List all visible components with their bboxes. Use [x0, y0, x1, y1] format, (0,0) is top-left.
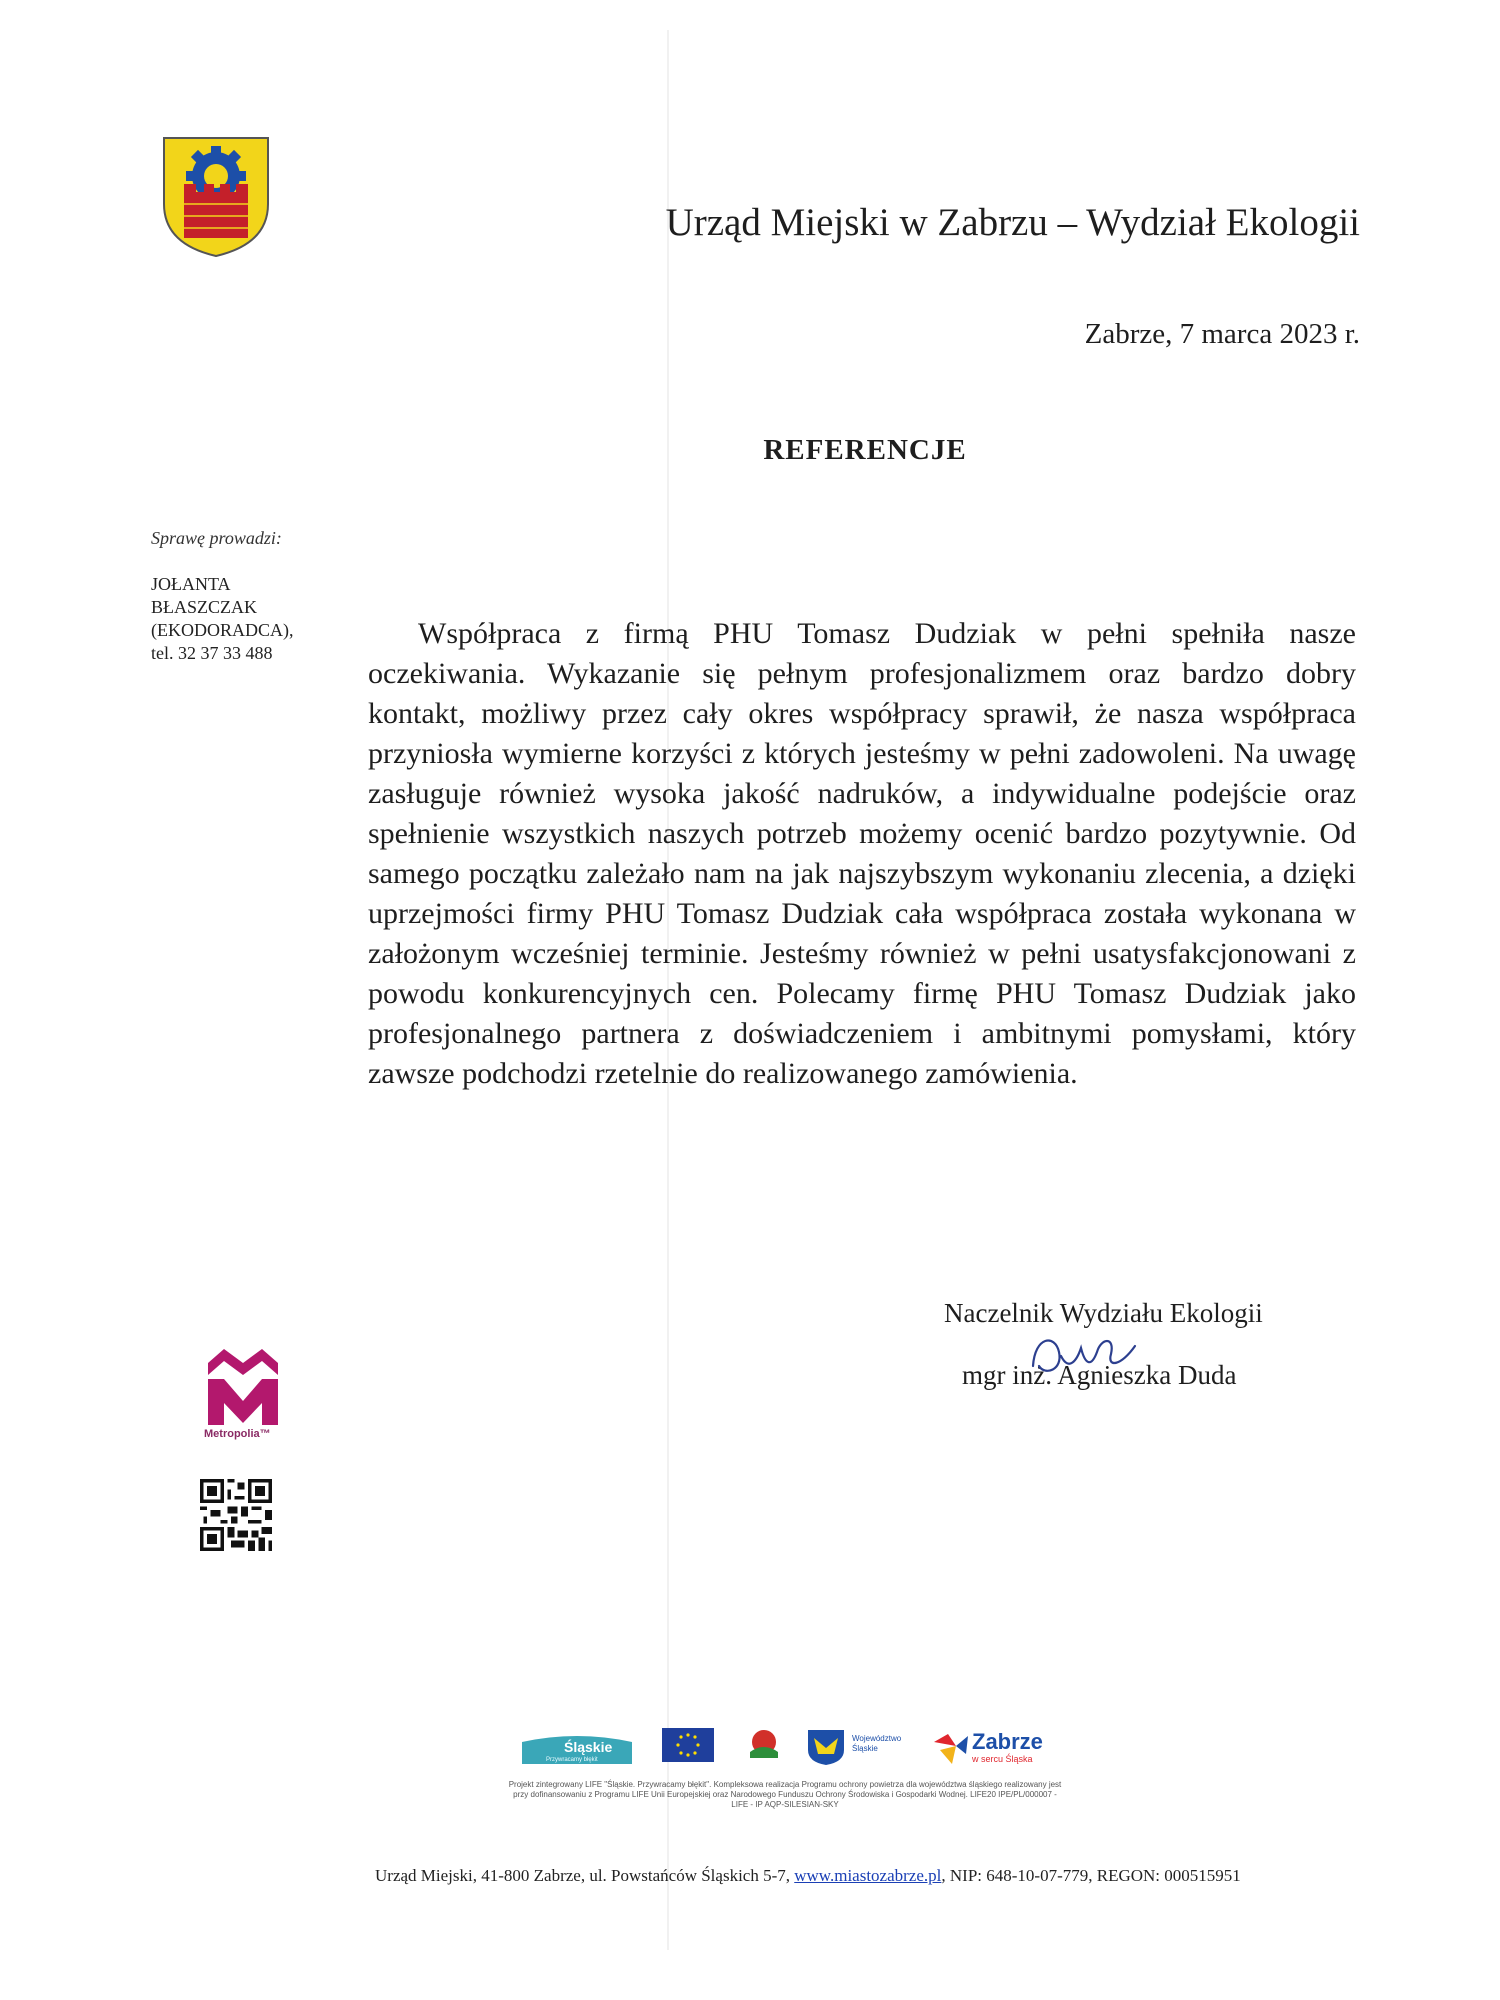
wojewodztwo-label-sub: Śląskie: [852, 1744, 878, 1753]
signatory-role: Naczelnik Wydziału Ekologii: [944, 1298, 1263, 1328]
signatory-name: mgr inż. Agnieszka Duda: [962, 1360, 1237, 1390]
qr-code-icon[interactable]: [200, 1479, 272, 1551]
contact-line: (EKODORADCA),: [151, 620, 294, 640]
eu-flag-icon: [662, 1728, 714, 1762]
contact-line: JOŁANTA: [151, 574, 231, 594]
website-link[interactable]: www.miastozabrze.pl: [794, 1866, 942, 1885]
life-project-note: Projekt zintegrowany LIFE "Śląskie. Przywracamy błękit". Kompleksowa realizacja Programu ochrony powietrza dla województwa śląskiego realizowany jest przy dofinansowaniu z Programu LIFE Unii Europejskiej oraz Narodowego Funduszu Ochrony Środowiska i Gospodarki Wodnej. LIFE20 IPE/PL/000007 - LIFE - IP AQP-SILESIAN-SKY: [508, 1780, 1062, 1809]
zabrze-brand-name: Zabrze: [972, 1729, 1043, 1754]
zabrze-logo-icon: [932, 1728, 970, 1768]
life-logo-icon: [747, 1728, 781, 1766]
handwritten-signature: [1025, 1326, 1145, 1386]
case-handler-contact: [151, 573, 294, 665]
wojewodztwo-label-line: Województwo: [852, 1734, 902, 1743]
slaskie-subtitle: Przywracamy błękit: [546, 1757, 598, 1763]
zabrze-crest-icon: [160, 134, 272, 260]
footer-registry: , NIP: 648-10-07-779, REGON: 000515951: [941, 1866, 1241, 1885]
zabrze-brand: [972, 1730, 1043, 1764]
metropolia-label: Metropolia™: [204, 1428, 271, 1440]
slaskie-logo-icon: [522, 1728, 632, 1768]
wojewodztwo-label: [852, 1734, 901, 1754]
reference-body: Współpraca z firmą PHU Tomasz Dudziak w pełni spełniła nasze oczekiwania. Wykazanie się pełnym profesjonalizmem oraz bardzo dobry kontakt, możliwy przez cały okres współpracy sprawił, że nasza współpraca przyniosła wymierne korzyści z których jesteśmy w pełni zadowoleni. Na uwagę zasługuje również wysoka jakość nadruków, a indywidualne podejście oraz spełnienie wszystkich naszych potrzeb możemy ocenić bardzo pozytywnie. Od samego początku zależało nam na jak najszybszym wykonaniu zlecenia, a dzięki uprzejmości firmy PHU Tomasz Dudziak cała współpraca została wykonana w założonym wcześniej terminie. Jesteśmy również w pełni usatysfakcjonowani z powodu konkurencyjnych cen. Polecamy firmę PHU Tomasz Dudziak jako profesjonalnego partnera z doświadczeniem i ambitnymi pomysłami, który zawsze podchodzi rzetelnie do realizowanego zamówienia.: [368, 617, 1356, 1090]
case-handler-label: Sprawę prowadzi:: [151, 528, 282, 548]
document-date: Zabrze, 7 marca 2023 r.: [1084, 318, 1360, 350]
office-name: Urząd Miejski w Zabrzu – Wydział Ekologii: [665, 201, 1360, 244]
slaskie-label: Śląskie: [564, 1739, 613, 1755]
document-title: REFERENCJE: [763, 434, 967, 466]
contact-phone: tel. 32 37 33 488: [151, 643, 273, 663]
contact-line: BŁASZCZAK: [151, 597, 258, 617]
zabrze-brand-tagline: w sercu Śląska: [972, 1754, 1033, 1764]
footer-address: Urząd Miejski, 41-800 Zabrze, ul. Powstańców Śląskich 5-7,: [375, 1866, 790, 1885]
funding-logos: [522, 1728, 1062, 1774]
page-footer: [375, 1866, 1241, 1886]
wojewodztwo-crest-icon: [804, 1728, 848, 1766]
